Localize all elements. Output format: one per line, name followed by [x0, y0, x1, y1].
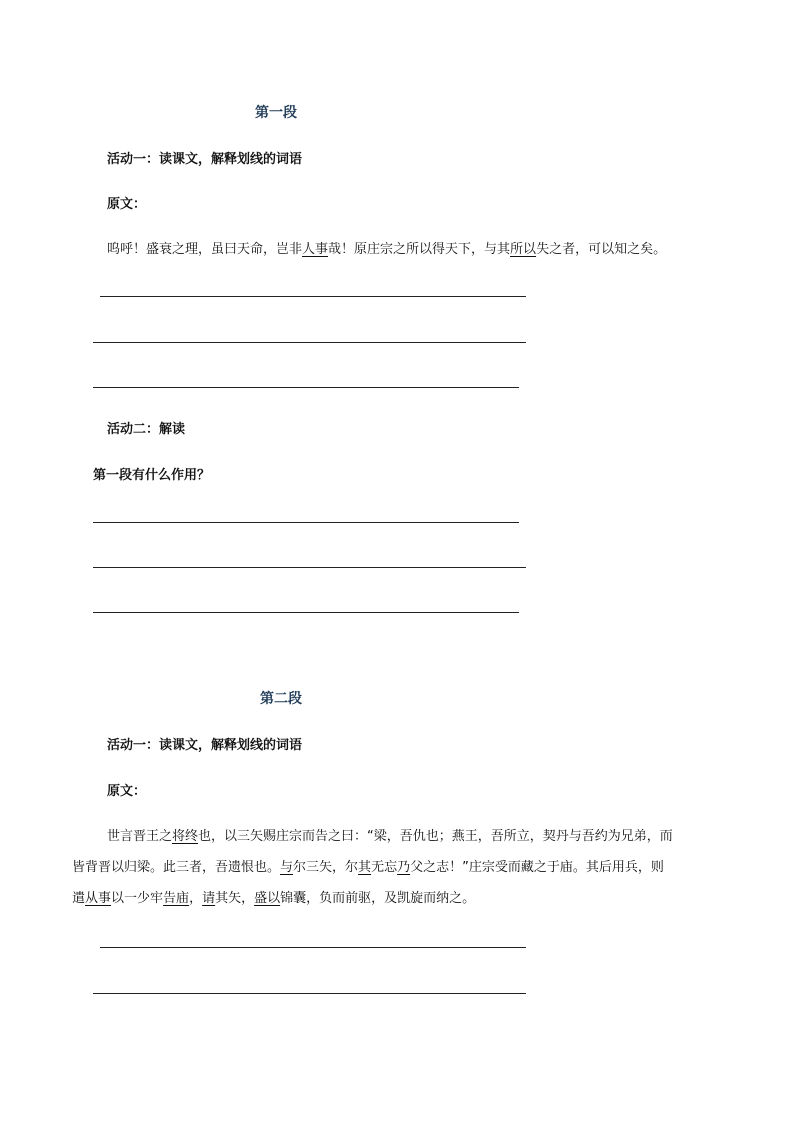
underlined-word: 告庙 [163, 891, 190, 906]
text-segment: 皆背晋以归梁。此三者，吾遗恨也。 [72, 860, 281, 875]
answer-line [100, 296, 526, 297]
section2-original-label: 原文： [107, 784, 147, 799]
text-segment: 失之者，可以知之矣。 [536, 242, 667, 257]
text-segment: 呜呼！盛衰之理，虽曰天命，岂非 [107, 242, 303, 257]
text-segment: 尔三矢，尔 [293, 860, 359, 875]
section1-original-text [107, 238, 666, 257]
underlined-word: 人事 [302, 242, 329, 257]
section1-activity2: 活动二：解读 [107, 422, 186, 437]
text-segment: 也，以三矢赐庄宗而告之曰：“梁，吾仇也；燕王，吾所立，契丹与吾约为兄弟，而 [198, 829, 673, 844]
underlined-word: 乃 [397, 860, 411, 875]
text-segment: 无忘 [371, 860, 398, 875]
text-segment: 锦囊，负而前驱，及凯旋而纳之。 [280, 891, 476, 906]
answer-line [93, 387, 519, 388]
answer-line [100, 947, 526, 948]
text-segment: 世言晋王之 [107, 829, 173, 844]
section1-activity1: 活动一：读课文，解释划线的词语 [107, 152, 303, 167]
answer-line [93, 612, 519, 613]
underlined-word: 从事 [85, 891, 112, 906]
text-segment: 其矢， [215, 891, 255, 906]
section2-activity1: 活动一：读课文，解释划线的词语 [107, 738, 303, 753]
underlined-word: 请 [202, 891, 216, 906]
section2-text-line2 [72, 856, 664, 875]
section2-text-line1 [107, 825, 673, 844]
underlined-word: 盛以 [254, 891, 281, 906]
underlined-word: 所以 [510, 242, 537, 257]
text-segment: ， [189, 891, 203, 906]
answer-line [93, 567, 526, 568]
section2-text-line3 [72, 887, 475, 906]
answer-line [93, 993, 526, 994]
section1-title: 第一段 [255, 105, 297, 121]
underlined-word: 与 [280, 860, 294, 875]
text-segment: 以一少牢 [111, 891, 164, 906]
section1-question: 第一段有什么作用？ [93, 468, 211, 483]
section1-original-label: 原文： [107, 197, 147, 212]
underlined-word: 其 [358, 860, 372, 875]
text-segment: 哉！原庄宗之所以得天下，与其 [328, 242, 511, 257]
text-segment: 父之志！”庄宗受而藏之于庙。其后用兵，则 [410, 860, 664, 875]
text-segment: 遣 [72, 891, 86, 906]
answer-line [93, 522, 519, 523]
underlined-word: 将终 [172, 829, 199, 844]
answer-line [93, 342, 526, 343]
section2-title: 第二段 [260, 691, 302, 707]
